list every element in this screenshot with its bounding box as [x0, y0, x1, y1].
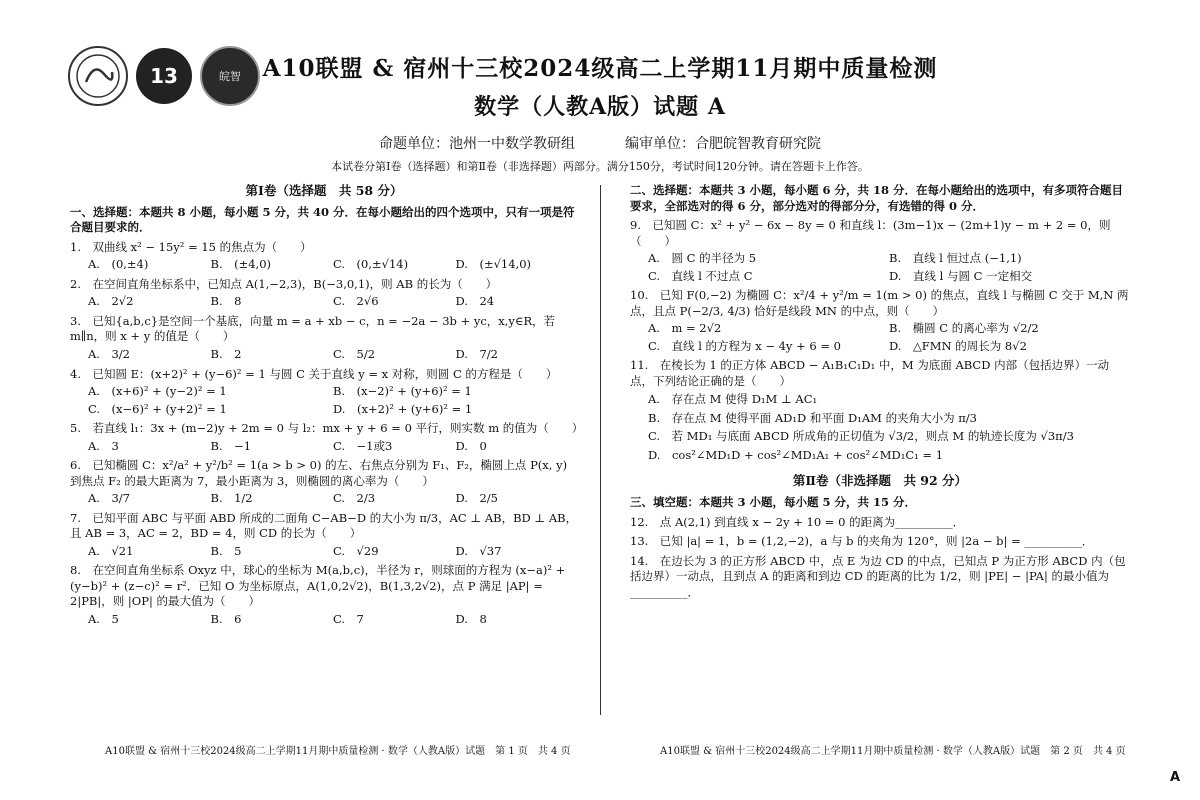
option-c: C. −1或3	[333, 438, 393, 453]
question-12: 12. 点 A(2,1) 到直线 x − 2y + 10 = 0 的距离为__________．	[630, 514, 965, 529]
option-d: D. 2/5	[455, 491, 498, 506]
option-c: C. (x−6)² + (y+2)² = 1	[88, 401, 227, 416]
exam-subtitle: 数学（人教A版）试题 A	[474, 94, 726, 120]
option-a: A. (0,±4)	[88, 257, 149, 272]
option-a: A. 存在点 M 使得 D₁M ⊥ AC₁	[648, 392, 818, 407]
option-c: C. 直线 l 的方程为 x − 4y + 6 = 0	[648, 338, 841, 353]
question-5-options	[88, 439, 578, 455]
section2-title: 第Ⅱ卷（非选择题 共 92 分）	[792, 473, 968, 489]
section1-title: 第Ⅰ卷（选择题 共 58 分）	[245, 183, 403, 198]
option-b: B. 6	[210, 611, 242, 626]
right-column	[630, 183, 1130, 602]
question-1: 1. 双曲线 x² − 15y² = 15 的焦点为（ ）	[70, 239, 312, 254]
option-c: C. 2/3	[333, 491, 376, 506]
option-c: C. 5/2	[333, 347, 376, 361]
page2-footer: A10联盟 & 宿州十三校2024级高二上学期11月期中质量检测 · 数学（人教A版）试题 第 2 页 共 4 页	[660, 746, 1126, 757]
question-3: 3. 已知{a,b,c}是空间一个基底，向量 m = a + xb − c，n = −2a − 3b + yc，x,y∈R，若 m∥n，则 x + y 的值是（ ）	[70, 313, 556, 344]
question-6-options	[88, 491, 578, 507]
question-14: 14. 在边长为 3 的正方形 ABCD 中，点 E 为边 CD 的中点，已知点 P 为正方形 ABCD 内（包括边界）一动点，且到点 A 的距离和到边 CD 的距离的比为 1/2，则 |PE| − |PA| 的最小值为__________．	[630, 553, 1126, 599]
option-d: D. 8	[455, 611, 487, 626]
author-unit: 命题单位：池州一中数学教研组	[379, 136, 575, 152]
option-c: C. 2√6	[333, 294, 379, 309]
part2-description: 二、选择题：本题共 3 小题，每小题 6 分，共 18 分．在每小题给出的选项中，有多项符合题目要求，全部选对的得 6 分，部分选对的得部分分，有选错的得 0 分．	[630, 183, 1124, 213]
part3-description: 三、填空题：本题共 3 小题，每小题 5 分，共 15 分．	[630, 495, 917, 510]
option-a: A. √21	[88, 543, 134, 558]
question-3-options	[88, 347, 578, 363]
option-a: A. 5	[88, 611, 119, 626]
question-2: 2. 在空间直角坐标系中，已知点 A(1,−2,3)，B(−3,0,1)，则 AB 的长为（ ）	[70, 276, 498, 291]
question-1-options	[88, 257, 578, 273]
option-c: C. (0,±√14)	[333, 257, 409, 272]
option-b: B. −1	[210, 438, 252, 453]
option-d: D. △FMN 的周长为 8√2	[889, 338, 1027, 353]
option-b: B. 2	[210, 347, 242, 361]
option-d: D. √37	[455, 543, 502, 558]
exam-title: A10联盟 & 宿州十三校2024级高二上学期11月期中质量检测	[262, 55, 938, 82]
question-6: 6. 已知椭圆 C：x²/a² + y²/b² = 1(a > b > 0) 的左、右焦点分别为 F₁、F₂，椭圆上点 P(x, y) 到焦点 F₂ 的最大距离为 7，最小距离为 3，则椭圆的离心率为（ ）	[70, 458, 568, 488]
left-column	[70, 183, 584, 631]
column-divider	[600, 185, 601, 715]
corner-label: A	[1170, 770, 1181, 785]
option-d: D. 24	[455, 294, 495, 309]
question-7-options	[88, 544, 578, 560]
option-b: B. 5	[210, 543, 242, 558]
option-a: A. 圆 C 的半径为 5	[648, 251, 757, 266]
exam-units	[0, 133, 1200, 153]
part1-description: 一、选择题：本题共 8 小题，每小题 5 分，共 40 分．在每小题给出的四个选项中，只有一项是符合题目要求的．	[70, 204, 575, 235]
school13-logo-text: 13	[150, 64, 178, 88]
question-9-options	[648, 251, 1130, 284]
page1-footer: A10联盟 & 宿州十三校2024级高二上学期11月期中质量检测 · 数学（人教A版）试题 第 1 页 共 4 页	[105, 746, 571, 757]
question-5: 5. 若直线 l₁：3x + (m−2)y + 2m = 0 与 l₂：mx + y + 6 = 0 平行，则实数 m 的值为（ ）	[70, 421, 584, 436]
question-2-options	[88, 294, 578, 310]
reviewer-unit: 编审单位：合肥皖智教育研究院	[625, 136, 821, 152]
exam-note: 本试卷分第Ⅰ卷（选择题）和第Ⅱ卷（非选择题）两部分。满分150分，考试时间120分钟。请在答题卡上作答。	[331, 160, 869, 173]
question-11-options	[648, 392, 1130, 463]
option-a: A. 3/2	[88, 347, 130, 361]
question-10: 10. 已知 F(0,−2) 为椭圆 C：x²/4 + y²/m = 1(m > 0) 的焦点，直线 l 与椭圆 C 交于 M,N 两点，且点 P(−2/3, 4/3) 恰好是线段 MN 的中点，则（ ）	[630, 288, 1129, 318]
option-a: A. 3	[88, 438, 119, 453]
option-b: B. 8	[210, 294, 242, 309]
option-c: C. 7	[333, 611, 364, 626]
question-8-options	[88, 612, 578, 628]
question-4-options	[88, 384, 578, 417]
option-b: B. 存在点 M 使得平面 AD₁D 和平面 D₁AM 的夹角大小为 π/3	[648, 410, 977, 425]
option-b: B. (±4,0)	[210, 257, 272, 272]
option-d: D. (±√14,0)	[455, 257, 532, 272]
option-d: D. 0	[455, 438, 487, 453]
option-b: B. 直线 l 恒过点 (−1,1)	[889, 251, 1022, 266]
question-4: 4. 已知圆 E：(x+2)² + (y−6)² = 1 与圆 C 关于直线 y = x 对称，则圆 C 的方程是（ ）	[70, 366, 558, 381]
question-10-options	[648, 321, 1130, 354]
option-d: D. 7/2	[455, 347, 498, 361]
question-13: 13. 已知 |a| = 1，b = (1,2,−2)，a 与 b 的夹角为 120°，则 |2a − b| = __________．	[630, 534, 1094, 549]
question-7: 7. 已知平面 ABC 与平面 ABD 所成的二面角 C−AB−D 的大小为 π/3，AC ⊥ AB，BD ⊥ AB，且 AB = 3，AC = 2，BD = 4，则 CD 的长为（ ）	[70, 510, 578, 541]
option-a: A. 3/7	[88, 491, 130, 506]
option-c: C. √29	[333, 543, 379, 558]
option-c: C. 直线 l 不过点 C	[648, 268, 753, 283]
option-d: D. 直线 l 与圆 C 一定相交	[889, 268, 1033, 283]
option-b: B. 1/2	[210, 491, 253, 506]
option-d: D. cos²∠MD₁D + cos²∠MD₁A₁ + cos²∠MD₁C₁ = 1	[648, 447, 944, 462]
option-a: A. (x+6)² + (y−2)² = 1	[88, 384, 227, 399]
option-d: D. (x+2)² + (y+6)² = 1	[333, 401, 473, 416]
option-b: B. 椭圆 C 的离心率为 √2/2	[889, 321, 1039, 336]
question-9: 9. 已知圆 C：x² + y² − 6x − 8y = 0 和直线 l：(3m−1)x − (2m+1)y − m + 2 = 0，则（ ）	[630, 218, 1111, 248]
option-c: C. 若 MD₁ 与底面 ABCD 所成角的正切值为 √3/2，则点 M 的轨迹长度为 √3π/3	[648, 429, 1074, 444]
option-a: A. m = 2√2	[648, 321, 722, 336]
option-a: A. 2√2	[88, 294, 134, 309]
wanzhi-logo-text: 皖智	[219, 70, 241, 83]
question-8: 8. 在空间直角坐标系 Oxyz 中，球心的坐标为 M(a,b,c)，半径为 r，则球面的方程为 (x−a)² + (y−b)² + (z−c)² = r²．已知 O 为坐标原点，A(1,0,2√2)，B(1,3,2√2)，点 P 满足 |AP| = 2|PB|，则 |OP| 的最大值为（ ）	[70, 563, 566, 609]
question-11: 11. 在棱长为 1 的正方体 ABCD − A₁B₁C₁D₁ 中，M 为底面 ABCD 内部（包括边界）一动点，下列结论正确的是（ ）	[630, 358, 1110, 388]
option-b: B. (x−2)² + (y+6)² = 1	[333, 384, 472, 399]
